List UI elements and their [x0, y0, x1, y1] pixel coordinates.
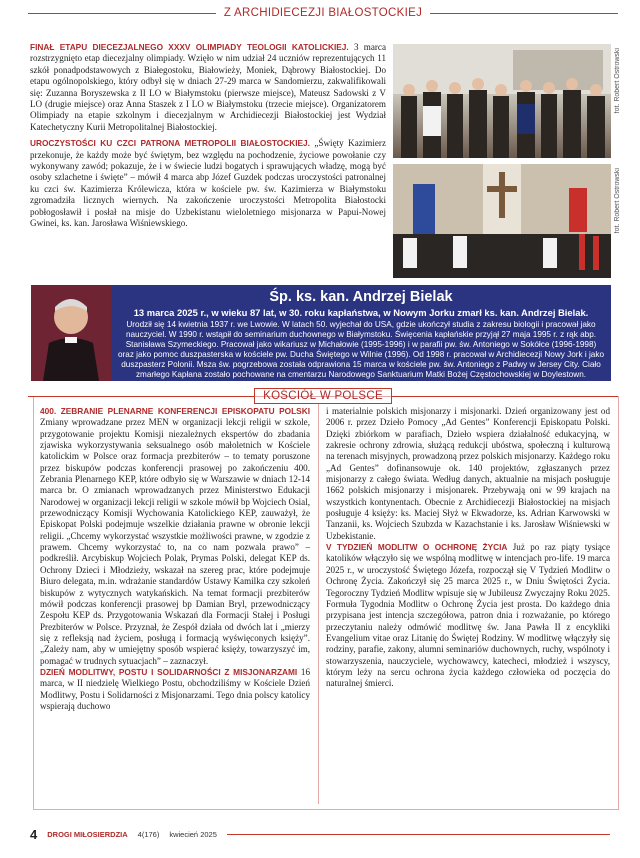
photo-credit: fot. Robert Ostrowski: [614, 168, 621, 234]
article-headline: V TYDZIEŃ MODLITW O OCHRONĘ ŻYCIA: [326, 542, 508, 553]
portrait-illustration: [31, 285, 111, 381]
section-title: KOŚCIÓŁ W POLSCE: [254, 388, 392, 404]
news-column-left: [40, 406, 310, 712]
article-body: Zmiany wprowadzane przez MEN w organizacji lekcji religii w szkole, przygotowanie projektu Komisji niezależnych ekspertów do zbadania zjawiska wykorzystywania seksualnego osób małoletnich w Kościele katolickim w Polsce oraz formacja prezbiterów – to tematy poruszone przez biskupów podczas konferencji prasowej po zakończeniu 400. Zebrania Plenarnego KEP, które odbyło się w Warszawie w dniach 12-14 marca br. O zmianach wprowadzanych przez Ministerstwo Edukacji Narodowej w organizacji lekcji religii w szkole mówił bp Wojciech Osial, przewodniczący Komisji Wychowania Katolickiego KEP, zauważył, że Episkopat Polski podejmuje wszelkie działania prawne w obronie lekcji religii. „Chcemy wykorzystać wszystkie możliwości prawne, w zgodzie z prawem. Chcemy wykorzystać to, na co nam pozwala prawo” – podkreślił. Arcybiskup Wojciech Polak, Prymas Polski, delegat KEP ds. Ochrony Dzieci i Młodzieży, wskazał na szereg prac, które podejmuje Biuro delegata, m.in. wdrażanie standardów Ustawy Kamilka czy szkoleń biskupów z wytycznych watykańskich. Na temat formacji prezbiterów mówił podczas konferencji prasowej bp Damian Bryl, przewodniczący Zespołu KEP ds. Przygotowania Wskazań dla Formacji Stałej i Posługi Prezbiterów w Polsce. Przyznał, że Zespół działa od dwóch lat i „mierzy się z refleksją nad życiem, posługą i formacją wyświęconych księży”. „Zależy nam, aby w umiejętny sposób wspierać księży, towarzyszyć im, pomagać w trudnych sytuacjach” – zaznaczył.: [40, 417, 310, 666]
article-missionaries-continued: [326, 406, 610, 542]
ceremony-photo-illustration: [393, 164, 611, 278]
photo-credit: fot. Robert Ostrowski: [614, 48, 621, 114]
page-footer: [30, 826, 610, 842]
footer-rule: [227, 834, 610, 835]
section-header-poland: [28, 387, 618, 405]
article-headline: DZIEŃ MODLITWY, POSTU I SOLIDARNOŚCI Z MISJONARZAMI: [40, 666, 298, 677]
section-header-archdiocese: [28, 4, 618, 22]
article-headline: UROCZYSTOŚCI KU CZCI PATRONA METROPOLII BIAŁOSTOCKIEJ.: [30, 138, 310, 149]
magazine-name: DROGI MIŁOSIERDZIA: [47, 829, 128, 839]
obituary-title: Śp. ks. kan. Andrzej Bielak: [269, 289, 453, 305]
issue-number: 4(176): [137, 829, 160, 839]
article-body: 3 marca rozstrzygnięto etap diecezjalny olimpiady. Wzięło w nim udział 24 uczniów reprezentujących 11 szkół ponadpodstawowych z Białegostoku, Białowieży, Moniek, Dąbrowy Białostockiej. Do etapu ogólnopolskiego, który odbył się w dniach 27-29 marca w Sandomierzu, zakwalifikowali się: Zuzanna Boryszewska z II LO w Białymstoku (pierwsze miejsce), Mateusz Sadowski z V LO (drugie miejsce) oraz Anna Staszek z I LO w Białymstoku (trzecie miejsce). Organizatorem Olimpiady na etapie szkolnym i diecezjalnym w Archidiecezji Białostockiej jest Wydział Katechetyczny Kurii Metropolitalnej Białostockiej.: [30, 42, 386, 132]
obituary-box: [31, 285, 611, 381]
article-prolife: [326, 542, 610, 689]
article-episcopate: [40, 406, 310, 667]
olympiad-group-photo: [393, 44, 611, 158]
article-patron: [30, 138, 386, 229]
article-olympiad: [30, 42, 386, 133]
church-ceremony-photo: [393, 164, 611, 278]
article-body: Już po raz piąty tysiące katolików włączyło się we wspólną modlitwę w intencjach pro-life. 19 marca 2025 r., w uroczystość Świętego Józefa, rozpoczął się V Tydzień Modlitw o Ochronę Życia. Zakończył się 25 marca 2025 r., w Dniu Świętości Życia. Tegoroczny Tydzień Modlitw wpisuje się w Jubileusz Zwyczajny Roku 2025. Formuła Tygodnia Modlitw o Ochronę Życia jest prosta. Do każdego dnia przypisana jest intencja szczegółowa, patron dnia i rozważanie, po którego przeczytaniu należy odmówić modlitwę św. Jana Pawła II z encykliki Evangelium vitae oraz Litanię do Świętej Rodziny. W modlitwę włączyły się rodziny, parafie, zakony, alumni seminariów duchownych, ruchy, wspólnoty i stowarzyszenia, nauczyciele, wychowawcy, katecheci, młodzież i wszyscy, którym leży na sercu ochrona życia każdego człowieka od poczęcia do naturalnej śmierci.: [326, 542, 610, 689]
article-body: „Święty Kazimierz przekonuje, że każdy może być świętym, bez względu na pochodzenie, życiowe powołanie czy wykonywany zawód; pokazuje, że i w świecie ludzi bogatych i sprawujących władzę, mogą być osoby szlachetne i święte” – mówił 4 marca abp Józef Guzdek podczas uroczystości patronalnej ku czci św. Kazimierza Królewicza, która w kościele pw. św. Kazimierza w Białymstoku zgromadziła licznych wiernych. Na zakończenie uroczystości Metropolita Białostocki pobłogosławił i posłał na misje do Uzbekistanu wieloletniego misjonarza w Papui-Nowej Gwinei, ks. kan. Jarosława Wiśniewskiego.: [30, 138, 386, 229]
group-photo-illustration: [393, 44, 611, 158]
article-headline: 400. ZEBRANIE PLENARNE KONFERENCJI EPISKOPATU POLSKI: [40, 406, 310, 416]
article-body: i materialnie polskich misjonarzy i misjonarki. Dzień organizowany jest od 2006 r. przez Dzieło Pomocy „Ad Gentes” Konferencji Episkopatu Polski. Dzięki zbiórkom w parafiach, Dzieło wspiera działalność edukacyjną, w zakresie ochrony zdrowia, służącą redukcji ubóstwa, społeczną i kulturową na terenach misyjnych, prowadzoną przez polskich misjonarzy. Każdego roku „Ad Gentes” dofinansowuje ok. 140 projektów, zgłaszanych przez misjonarzy z całego świata. Według danych, aktualnie na misjach posługuje 1662 polskich misjonarzy i misjonarek. Przebywają oni w 99 krajach na wszystkich kontynentach. Obecnie z Archidiecezji Białostockiej na misjach posługuje 4 księży: ks. Maciej Słyż w Ekwadorze, ks. Adrian Karwowski w Tanzanii, ks. Wojciech Szubzda w Kazachstanie i ks. Jarosław Wiśniewski w Uzbekistanie.: [326, 406, 610, 541]
issue-month: kwiecień 2025: [169, 829, 217, 839]
article-missionaries: [40, 667, 310, 712]
obituary-body: Urodził się 14 kwietnia 1937 r. we Lwowie. W latach 50. wyjechał do USA, gdzie ukończył studia z zakresu biologii i pracował jako nauczyciel. W 1990 r. wstąpił do seminarium duchownego w Białymstoku. Święcenia kapłańskie przyjął 27 maja 1995 r. z rąk abp. Stanisława Szymeckiego. Pracował jako wikariusz w Michałowie (1995-1996) i w parafii pw. św. Antoniego w Sokółce (1996-1998) oraz jako pomoc duszpasterska w kościele pw. Ducha Świętego w Wilnie (1996). Od 1998 r. pracował w Archidiecezji Nowy Jork i jako duszpasterz Polonii. Msza św. pogrzebowa została odprawiona 15 marca w kościele pw. św. Antoniego z Padwy w Jersey City. Ciało zmarłego Kapłana zostało pochowane na cmentarzu Narodowego Sanktuarium Matki Bożej Częstochowskiej w Doylestown.: [117, 320, 604, 379]
page-number: 4: [30, 826, 38, 842]
article-body: 16 marca, w II niedzielę Wielkiego Postu, obchodziliśmy w Kościele Dzień Modlitwy, Postu i Solidarności z Misjonarzami. Tego dnia polscy katolicy wspierają duchowo: [40, 666, 311, 711]
section-title: Z ARCHIDIECEZJI BIAŁOSTOCKIEJ: [223, 7, 423, 19]
news-column-right: [326, 406, 610, 690]
priest-portrait: [31, 285, 111, 381]
column-divider: [318, 404, 319, 804]
article-headline: FINAŁ ETAPU DIECEZJALNEGO XXXV OLIMPIADY TEOLOGII KATOLICKIEJ.: [30, 42, 349, 52]
obituary-subtitle: 13 marca 2025 r., w wieku 87 lat, w 30. roku kapłaństwa, w Nowym Jorku zmarł ks. kan. Andrzej Bielak.: [133, 307, 589, 318]
news-column-top: [30, 42, 386, 235]
